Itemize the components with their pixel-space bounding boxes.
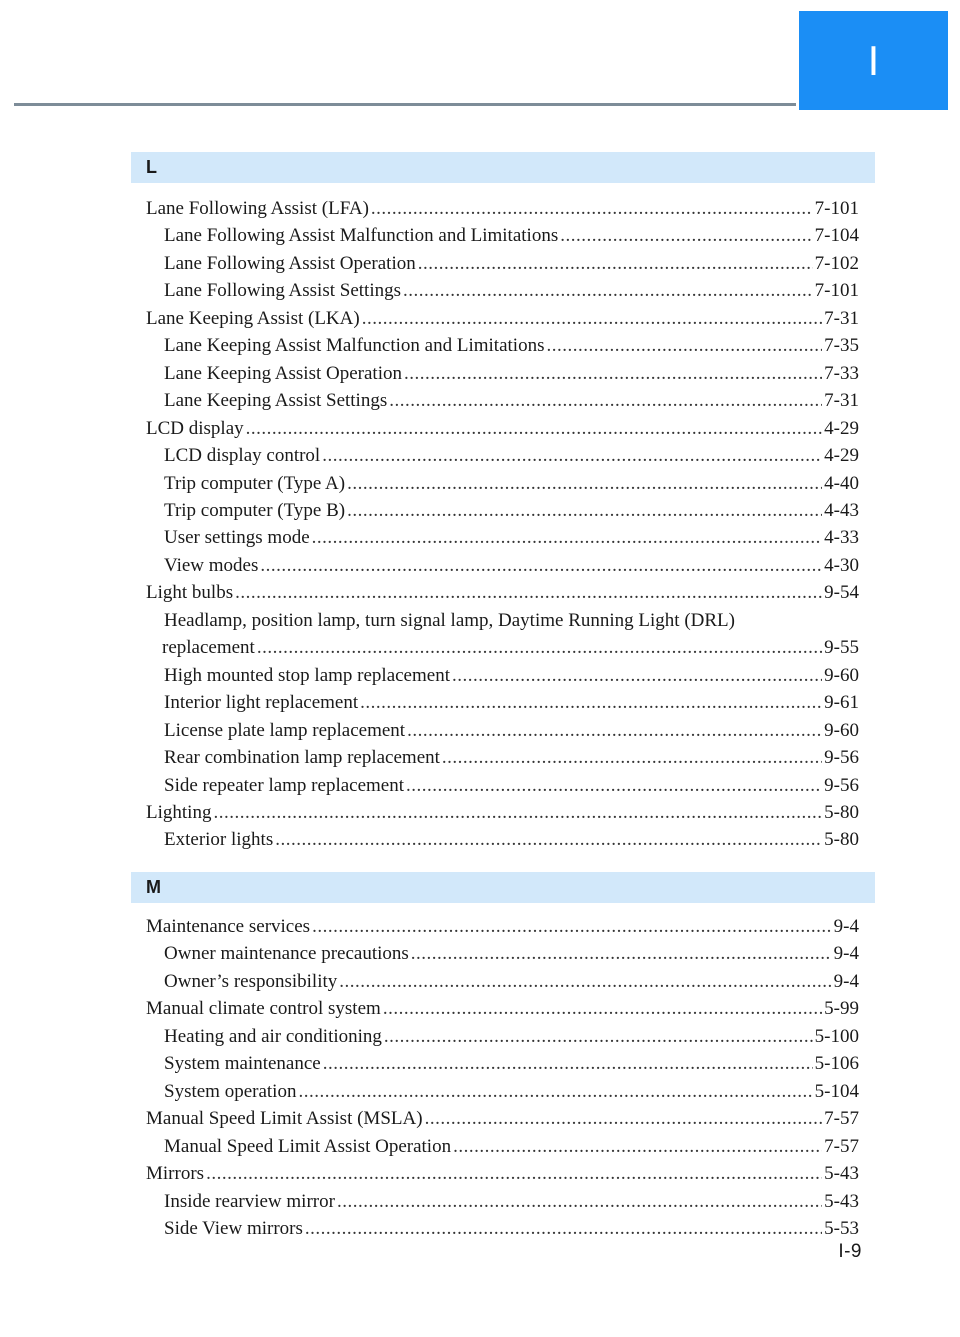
index-entry-page: 4-40	[824, 472, 859, 494]
index-list-l	[146, 195, 859, 854]
index-entry-label: Inside rearview mirror	[164, 1190, 335, 1212]
dot-leader	[322, 442, 822, 469]
index-entry-page: 4-29	[824, 417, 859, 439]
index-entry-page: 7-102	[814, 252, 859, 274]
index-entry-page: 9-54	[824, 582, 859, 604]
dot-leader	[404, 360, 822, 387]
index-entry-page: 7-57	[824, 1135, 859, 1157]
dot-leader	[411, 940, 832, 967]
index-entry	[146, 360, 859, 387]
index-entry	[146, 1105, 859, 1132]
index-entry-label: LCD display	[146, 417, 244, 439]
dot-leader	[235, 579, 822, 606]
index-entry	[146, 497, 859, 524]
index-entry-page: 5-53	[824, 1217, 859, 1239]
index-entry-page: 9-61	[824, 692, 859, 714]
index-entry	[146, 940, 859, 967]
dot-leader	[298, 1078, 812, 1105]
dot-leader	[246, 415, 823, 442]
index-entry-page: 5-99	[824, 998, 859, 1020]
dot-leader	[312, 524, 823, 551]
index-entry	[146, 387, 859, 414]
index-entry-page: 5-80	[824, 801, 859, 823]
dot-leader	[337, 1188, 822, 1215]
section-letter: M	[146, 877, 161, 897]
index-entry	[146, 305, 859, 332]
dot-leader	[407, 717, 822, 744]
dot-leader	[442, 744, 822, 771]
index-entry	[146, 552, 859, 579]
index-entry-page: 4-29	[824, 445, 859, 467]
index-tab	[799, 11, 948, 110]
index-entry-label: Lane Keeping Assist Settings	[164, 390, 388, 412]
index-entry-page: 9-60	[824, 664, 859, 686]
index-entry	[146, 470, 859, 497]
index-entry-label: Lane Following Assist Malfunction and Limitations	[164, 225, 559, 247]
index-entry	[146, 222, 859, 249]
index-entry	[146, 717, 859, 744]
index-entry-page: 5-106	[814, 1053, 859, 1075]
index-entry	[146, 968, 859, 995]
index-entry	[146, 250, 859, 277]
dot-leader	[384, 1023, 813, 1050]
header-rule	[14, 103, 796, 106]
dot-leader	[546, 332, 822, 359]
dot-leader	[453, 1133, 822, 1160]
index-entry-label: Manual climate control system	[146, 998, 381, 1020]
dot-leader	[406, 772, 822, 799]
index-entry-label: Side View mirrors	[164, 1217, 303, 1239]
index-entry-label: Lane Following Assist Operation	[164, 252, 416, 274]
dot-leader	[418, 250, 813, 277]
index-entry	[146, 1078, 859, 1105]
index-entry-page: 9-4	[833, 916, 859, 937]
index-entry-page: 4-33	[824, 527, 859, 549]
index-entry-page: 5-43	[824, 1190, 859, 1212]
index-entry-label: Headlamp, position lamp, turn signal lamp, Daytime Running Light (DRL)	[164, 609, 735, 631]
index-entry	[146, 1133, 859, 1160]
dot-leader	[560, 222, 812, 249]
index-entry-page: 5-104	[814, 1080, 859, 1102]
dot-leader	[257, 634, 822, 661]
dot-leader	[260, 552, 822, 579]
index-entry-label: System operation	[164, 1080, 297, 1102]
index-entry-label: Heating and air conditioning	[164, 1025, 382, 1047]
dot-leader	[452, 662, 822, 689]
index-entry-label: replacement	[162, 637, 255, 659]
index-entry-label: Lane Keeping Assist Operation	[164, 362, 402, 384]
dot-leader	[347, 470, 822, 497]
index-entry	[146, 442, 859, 469]
index-entry-label: Interior light replacement	[164, 692, 359, 714]
index-entry	[146, 913, 859, 940]
dot-leader	[305, 1215, 822, 1242]
index-entry-page: 9-55	[824, 637, 859, 659]
index-entry-label: Exterior lights	[164, 829, 274, 851]
index-entry	[146, 744, 859, 771]
dot-leader	[323, 1050, 813, 1077]
index-entry	[146, 1050, 859, 1077]
index-entry-page: 7-101	[814, 280, 859, 302]
index-entry-label: Rear combination lamp replacement	[164, 747, 440, 769]
index-entry-page: 7-104	[814, 225, 859, 247]
dot-leader	[312, 913, 832, 940]
index-entry-label: Owner maintenance precautions	[164, 943, 409, 965]
dot-leader	[213, 799, 822, 826]
index-entry	[146, 995, 859, 1022]
index-entry-label: Mirrors	[146, 1163, 205, 1185]
index-entry	[146, 607, 859, 634]
index-entry-label: View modes	[164, 554, 259, 576]
index-entry-page: 7-33	[824, 362, 859, 384]
dot-leader	[275, 826, 822, 853]
index-entry	[146, 634, 859, 661]
index-entry	[146, 195, 859, 222]
index-entry-label: High mounted stop lamp replacement	[164, 664, 450, 686]
index-entry	[146, 579, 859, 606]
index-entry	[146, 799, 859, 826]
index-entry	[146, 1023, 859, 1050]
index-entry-page: 5-80	[824, 829, 859, 851]
index-entry-label: Manual Speed Limit Assist Operation	[164, 1135, 452, 1157]
dot-leader	[347, 497, 822, 524]
index-entry-label: Lane Keeping Assist (LKA)	[146, 307, 360, 329]
index-entry-page: 7-57	[824, 1108, 859, 1130]
index-entry	[146, 277, 859, 304]
index-tab-letter: I	[867, 36, 880, 84]
index-entry-label: Side repeater lamp replacement	[164, 774, 405, 796]
index-entry	[146, 689, 859, 716]
dot-leader	[383, 995, 822, 1022]
dot-leader	[339, 968, 831, 995]
index-entry-page: 7-31	[824, 390, 859, 412]
index-entry-label: Maintenance services	[146, 916, 311, 937]
index-entry	[146, 662, 859, 689]
index-entry	[146, 1160, 859, 1187]
index-entry-label: Light bulbs	[146, 582, 234, 604]
index-entry	[146, 826, 859, 853]
index-entry-label: User settings mode	[164, 527, 310, 549]
dot-leader	[206, 1160, 822, 1187]
index-entry-label: License plate lamp replacement	[164, 719, 406, 741]
index-entry-label: Owner’s responsibility	[164, 970, 338, 992]
index-entry-label: Trip computer (Type A)	[164, 472, 346, 494]
index-entry	[146, 772, 859, 799]
index-entry-page: 9-56	[824, 747, 859, 769]
index-entry-page: 9-4	[833, 970, 859, 992]
index-entry-label: LCD display control	[164, 445, 321, 467]
index-entry	[146, 415, 859, 442]
index-entry-label: Lane Following Assist (LFA)	[146, 198, 369, 219]
index-entry-label: Lane Following Assist Settings	[164, 280, 401, 302]
index-entry-label: System maintenance	[164, 1053, 321, 1075]
index-entry	[146, 332, 859, 359]
section-header-m	[131, 872, 875, 903]
dot-leader	[362, 305, 822, 332]
index-entry-page: 5-43	[824, 1163, 859, 1185]
dot-leader	[403, 277, 813, 304]
section-letter: L	[146, 157, 157, 177]
index-entry-page: 7-31	[824, 307, 859, 329]
index-entry-label: Lane Keeping Assist Malfunction and Limitations	[164, 335, 545, 357]
index-entry	[146, 1215, 859, 1242]
index-entry-page: 4-43	[824, 499, 859, 521]
dot-leader	[425, 1105, 823, 1132]
index-entry-page: 9-4	[833, 943, 859, 965]
index-entry-page: 4-30	[824, 554, 859, 576]
section-header-l	[131, 152, 875, 183]
dot-leader	[360, 689, 822, 716]
index-entry	[146, 1188, 859, 1215]
index-entry-page: 7-35	[824, 335, 859, 357]
dot-leader	[371, 195, 813, 222]
index-entry-page: 5-100	[814, 1025, 859, 1047]
index-list-m	[146, 913, 859, 1242]
index-entry-page: 9-56	[824, 774, 859, 796]
index-entry-page: 7-101	[814, 198, 859, 219]
dot-leader	[389, 387, 822, 414]
page-number: I-9	[838, 1241, 862, 1262]
index-entry-page: 9-60	[824, 719, 859, 741]
index-entry	[146, 524, 859, 551]
index-entry-label: Lighting	[146, 801, 212, 823]
index-entry-label: Trip computer (Type B)	[164, 499, 346, 521]
index-entry-label: Manual Speed Limit Assist (MSLA)	[146, 1108, 423, 1130]
